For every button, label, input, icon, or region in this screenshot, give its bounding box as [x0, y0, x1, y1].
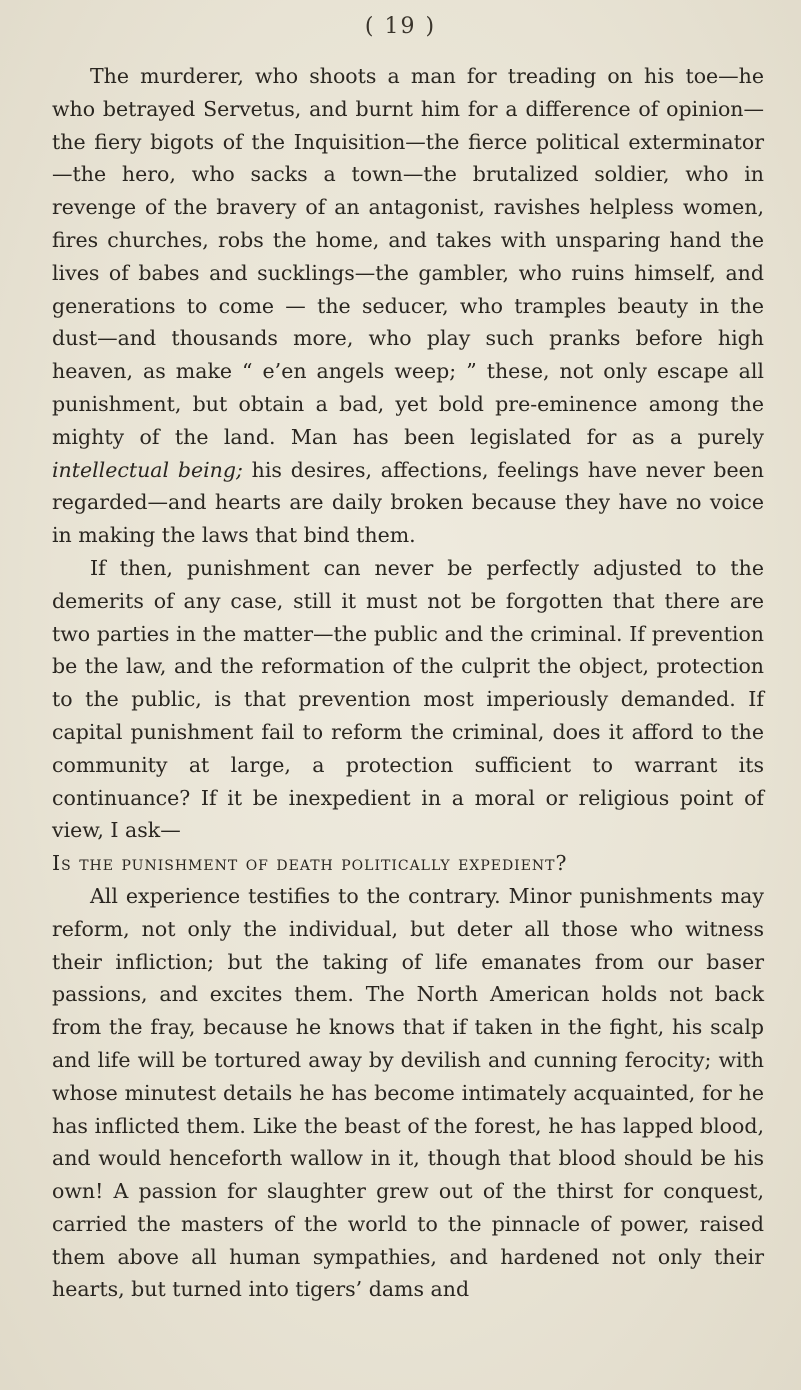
paragraph-text: The murderer, who shoots a man for treading on his toe—he who betrayed Servetus, and burnt him for a difference of opinion—the fiery bigots of the Inquisition—the fierce political exterminator—the hero, who sacks a town—the brutalized soldier, who in revenge of the bravery of an antagonist, ravishes helpless women, fires churches, robs the home, and takes with unsparing hand the lives of babes and sucklings—the gambler, who ruins himself, and generations to come — the seducer, who tramples beauty in the dust—and thousands more, who play such pranks before high heaven, as make “ e’en angels weep; ” these, not only escape all punishment, but obtain a bad, yet bold pre-eminence among the mighty of the land. Man has been legislated for as a purely — [52, 64, 764, 449]
page-number: ( 19 ) — [364, 14, 437, 39]
page-body — [52, 60, 764, 1306]
section-question — [52, 847, 764, 880]
emphasis-text: intellectual being; — [52, 457, 243, 482]
paragraph-punishment: If then, punishment can never be perfectly adjusted to the demerits of any case, still it must not be forgotten that there are two parties in the matter—the public and the criminal. If prevention be the law, and the reformation of the culprit the object, protection to the public, is that prevention most imperiously demanded. If capital punishment fail to reform the criminal, does it afford to the community at large, a protection sufficient to warrant its continuance? If it be inexpedient in a moral or religious point of view, I ask— — [52, 555, 764, 843]
paragraph-murderer — [52, 60, 764, 552]
section-heading: Is the punishment of death politically expedient? — [52, 851, 568, 876]
paragraph-experience: All experience testifies to the contrary. Minor punishments may reform, not only the individual, but deter all those who witness their infliction; but the taking of life emanates from our baser passions, and excites them. The North American holds not back from the fray, because he knows that if taken in the fight, his scalp and life will be tortured away by devilish and cunning ferocity; with whose minutest details he has become intimately acquainted, for he has inflicted them. Like the beast of the forest, he has lapped blood, and would henceforth wallow in it, though that blood should be his own! A passion for slaughter grew out of the thirst for conquest, carried the masters of the world to the pinnacle of power, raised them above all human sympathies, and hardened not only their hearts, but turned into tigers’ dams and — [52, 883, 764, 1302]
paragraph-text: his desires, affections, feelings have never been regarded—and hearts are daily broken because they have no voice in making the laws that bind them. — [52, 457, 764, 548]
